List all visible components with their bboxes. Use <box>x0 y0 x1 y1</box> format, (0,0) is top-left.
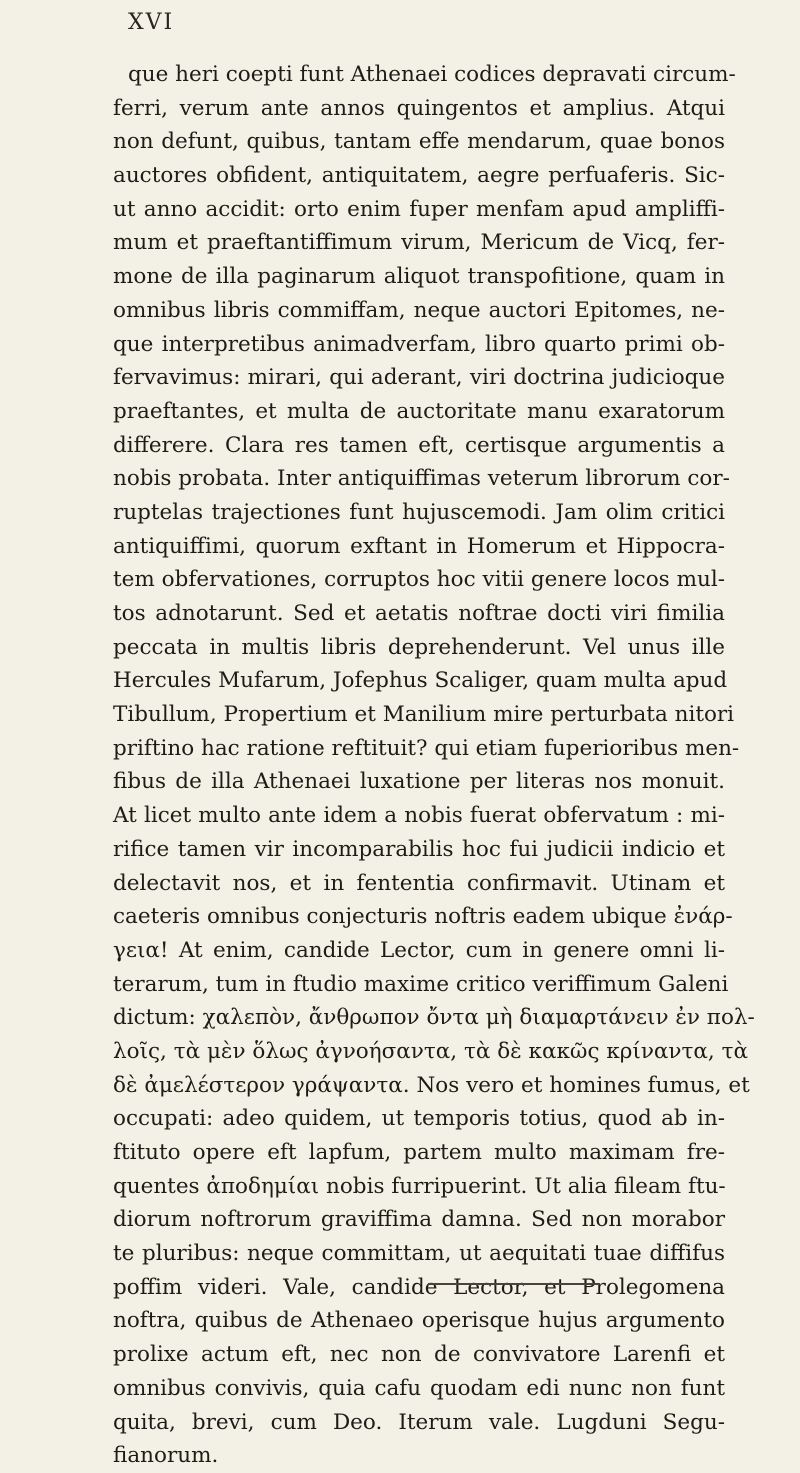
text-line: quentes ἀποδημίαι nobis furripuerint. Ut alia fileam ftu- <box>113 1173 726 1199</box>
text-line: fianorum. <box>113 1443 219 1469</box>
greek-quote-line: dictum: χαλεπὸν, ἄνθρωπον ὄντα μὴ διαμαρτάνειν ἐν πολ- <box>113 1005 755 1031</box>
text-line: fibus de illa Athenaei luxatione per literas nos monuit. <box>113 769 725 795</box>
text-line: te pluribus: neque committam, ut aequitati tuae diffifus <box>113 1241 725 1267</box>
text-line: peccata in multis libris deprehenderunt. Vel unus ille <box>113 634 725 660</box>
text-line: nobis probata. Inter antiquiffimas veterum librorum cor- <box>113 466 730 492</box>
text-line: diorum noftrorum graviffima damna. Sed non morabor <box>113 1207 725 1233</box>
text-line: differere. Clara res tamen eft, certisque argumentis a <box>113 432 725 458</box>
text-line: tem obfervationes, corruptos hoc vitii genere locos mul- <box>113 567 725 593</box>
text-line: tos adnotarunt. Sed et aetatis noftrae docti viri fimilia <box>113 601 725 626</box>
text-line: noftra, quibus de Athenaeo operisque hujus argumento <box>113 1308 725 1334</box>
text-line: mone de illa paginarum aliquot transpofitione, quam in <box>113 264 725 290</box>
text-line: non defunt, quibus, tantam effe mendarum, quae bonos <box>113 129 725 155</box>
text-line: antiquiffimi, quorum exftant in Homerum et Hippocra- <box>113 533 725 559</box>
text-line: fervavimus: mirari, qui aderant, viri doctrina judicioque <box>113 365 725 391</box>
text-line: γεια! At enim, candide Lector, cum in genere omni li- <box>113 937 725 963</box>
text-line: que heri coepti funt Athenaei codices depravati circum- <box>128 62 736 87</box>
text-line: omnibus convivis, quia cafu quodam edi nunc non funt <box>113 1375 725 1401</box>
text-line: delectavit nos, et in fententia confirmavit. Utinam et <box>113 870 725 896</box>
text-line: omnibus libris commiffam, neque auctori Epitomes, ne- <box>113 297 725 323</box>
text-line: que interpretibus animadverfam, libro quarto primi ob- <box>113 331 725 357</box>
text-line: rifice tamen vir incomparabilis hoc fui judicii indicio et <box>113 836 725 862</box>
text-line: ruptelas trajectiones funt hujuscemodi. Jam olim critici <box>113 499 725 525</box>
greek-quote-line: λοῖς, τὰ μὲν ὅλως ἀγνοήσαντα, τὰ δὲ κακῶς κρίναντα, τὰ <box>113 1038 748 1064</box>
text-line: Tibullum, Propertium et Manilium mire perturbata nitori <box>113 702 735 728</box>
text-line: mum et praeftantiffimum virum, Mericum de Vicq, fer- <box>113 230 725 256</box>
page-number: XVI <box>128 10 175 35</box>
closing-rule <box>428 1283 600 1285</box>
text-line: priftino hac ratione reftituit? qui etiam fuperioribus men- <box>113 735 740 761</box>
text-line: ferri, verum ante annos quingentos et amplius. Atqui <box>113 95 725 121</box>
text-line: ftituto opere eft lapfum, partem multo maximam fre- <box>113 1140 725 1165</box>
text-line: poffim videri. Vale, candide Lector, et Prolegomena <box>113 1274 725 1300</box>
text-line: ut anno accidit: orto enim fuper menfam apud ampliffi- <box>113 196 725 222</box>
text-line: quita, brevi, cum Deo. Iterum vale. Lugduni Segu- <box>113 1409 725 1435</box>
body-text <box>113 58 755 1473</box>
text-line: occupati: adeo quidem, ut temporis totius, quod ab in- <box>113 1106 725 1132</box>
greek-quote-line: δὲ ἀμελέστερον γράψαντα. Nos vero et homines fumus, et <box>113 1072 750 1098</box>
text-line: At licet multo ante idem a nobis fuerat obfervatum : mi- <box>113 803 725 829</box>
text-line: caeteris omnibus conjecturis noftris eadem ubique ἐνάρ- <box>113 904 733 930</box>
text-line: praeftantes, et multa de auctoritate manu exaratorum <box>113 398 725 424</box>
text-line: terarum, tum in ftudio maxime critico veriffimum Galeni <box>113 971 729 997</box>
text-line: auctores obfident, antiquitatem, aegre perfuaferis. Sic- <box>113 163 725 189</box>
text-line: Hercules Mufarum, Jofephus Scaliger, quam multa apud <box>113 668 728 694</box>
text-line: prolixe actum eft, nec non de convivatore Larenfi et <box>113 1342 725 1368</box>
